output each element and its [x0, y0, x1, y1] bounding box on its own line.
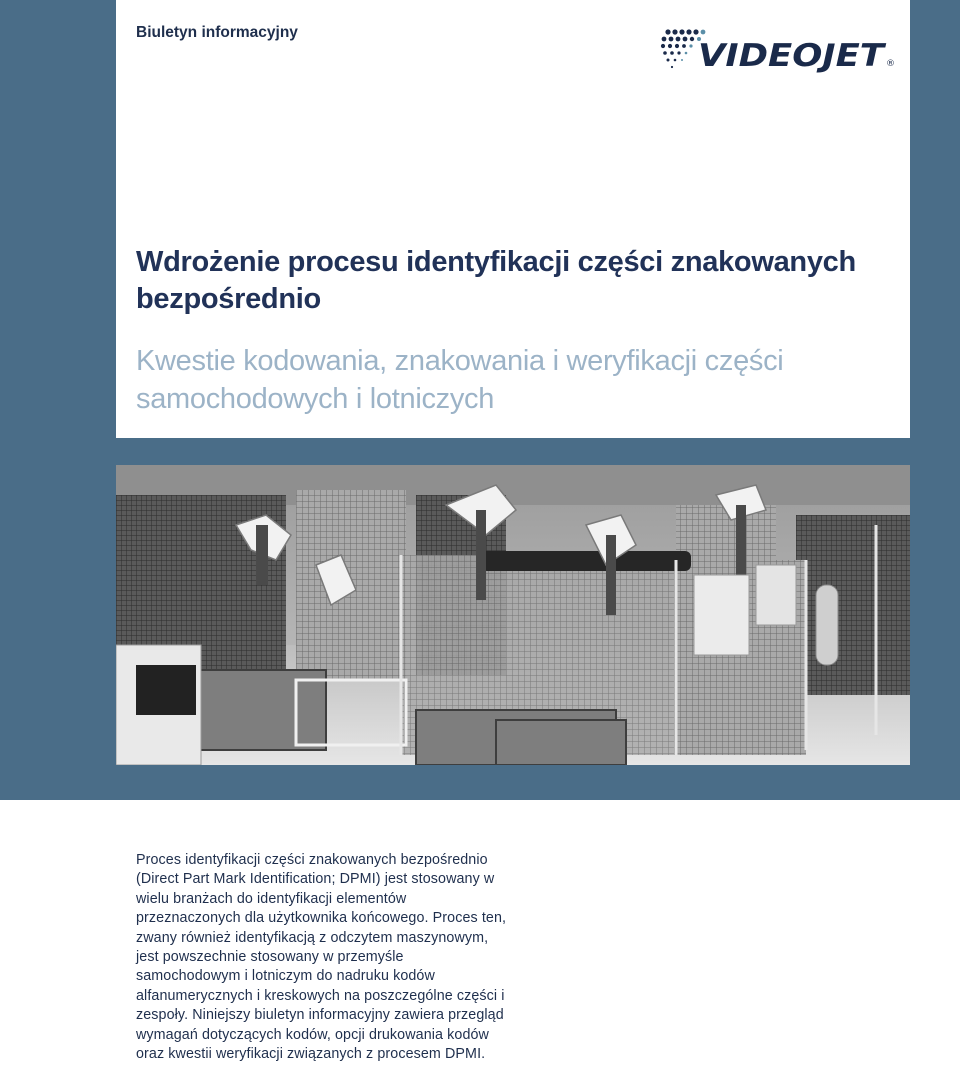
- videojet-logo: [658, 26, 898, 74]
- logo-dot-pattern-icon: [661, 29, 699, 68]
- document-title: Wdrożenie procesu identyfikacji części znakowanych bezpośrednio: [136, 246, 856, 315]
- registered-mark: ®: [886, 59, 895, 69]
- factory-photo: [116, 465, 910, 765]
- brand-wordmark: VIDEOJET: [698, 38, 888, 74]
- document-type-label: Biuletyn informacyjny: [136, 24, 298, 41]
- intro-paragraph: Proces identyfikacji części znakowanych bezpośrednio (Direct Part Mark Identification; DPMI) jest stosowany w wielu branżach do identyfikacji elementów przeznaczonych dla użytkownika końcowego. Proces ten, zwany również identyfikacją z odczytem maszynowym, jest powszechnie stosowany w przemyśle samochodowym i lotniczym do nadruku kodów alfanumerycznych i kreskowych na poszczególne części i zespoły. Niniejszy biuletyn informacyjny zawiera przegląd wymagań dotyczących kodów, opcji drukowania kodów oraz kwestii weryfikacji związanych z procesem DPMI.: [136, 852, 507, 1063]
- cover-panel: [116, 0, 910, 438]
- document-subtitle: Kwestie kodowania, znakowania i weryfikacji części samochodowych i lotniczych: [136, 345, 784, 415]
